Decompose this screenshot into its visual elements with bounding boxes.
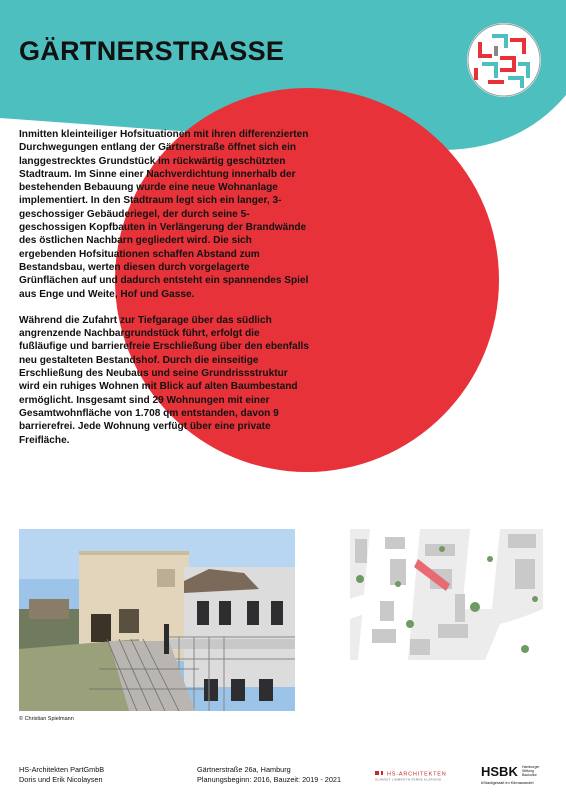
hsbk-name-line2: Stiftung [522,769,534,773]
project-address: Gärtnerstraße 26a, Hamburg [197,765,291,774]
hsbk-tagline: #Stadtgestalt im Klimawandel [481,780,534,785]
site-plan-map [350,529,543,660]
description-paragraph-2: Während die Zufahrt zur Tiefgarage über das südlich angrenzende Nachbargrundstück führt, erfolgt die fußläufige und barrierefreie Erschließung über den ebenfalls neu gestalteten Bestandshof. Durch die einseitige Erschließung des Neubaus und seine Grundrissstruktur wird ein ruhiges Wohnen mit Blick auf alten Baumbestand ermöglicht. Insgesamt sind 29 Wohnungen mit einer Gesamtwohnfläche von 1.708 qm entstanden, davon 9 barrierefrei. Jede Wohnung verfügt über eine private Freifläche. [19,314,309,446]
description-paragraph-1: Inmitten kleinteiliger Hofsituationen mit ihren differenzierten Durchwegungen entlang der Gärtnerstraße öffnet sich ein langgestrecktes Grundstück im rückwärtig geschützten Stadtraum. Im Sinne einer Nachverdichtung innerhalb der bestehenden Bebauung wurde eine neue Wohnanlage implementiert. In den Stadtraum legt sich ein langer, 3-geschossiger Gebäuderiegel, der durch seine 5-geschossigen Kopfbauten in Verlängerung der Brandwände des östlichen Nachbarn gegliedert wird. Die sich ergebenden Hofsituationen schaffen Abstand zum Bestandsbau, werten diesen durch vorgelagerte Grünflächen auf und dadurch entsteht ein spannendes Spiel aus Enge und Weite, Hof und Gasse. [19,129,309,300]
hsbk-name-line1: Hamburger [522,765,540,769]
project-description [19,128,309,460]
architect-firm: HS-Architekten PartGmbB [19,765,105,774]
photo-credit: © Christian Spielmann [19,716,74,722]
architect-info [19,765,104,784]
architect-names: Doris und Erik Nicolaysen [19,774,103,784]
project-info [197,765,341,784]
hsbk-name-line3: Baukultur [522,773,537,777]
project-logo-icon [466,22,542,98]
hsbk-logo [481,763,545,787]
project-timeline: Planungsbeginn: 2016, Bauzeit: 2019 - 2021 [197,774,342,784]
hs-logo-text: HS-ARCHITEKTEN [387,771,447,778]
building-photo [19,529,295,711]
page-title: GÄRTNERSTRASSE [19,36,285,66]
hsbk-logo-mark: HSBK [481,764,518,779]
hs-architekten-logo [373,768,461,782]
hs-logo-subtext: SCHMIDT LIMMROTH FERKE KLAPSING [375,777,442,782]
